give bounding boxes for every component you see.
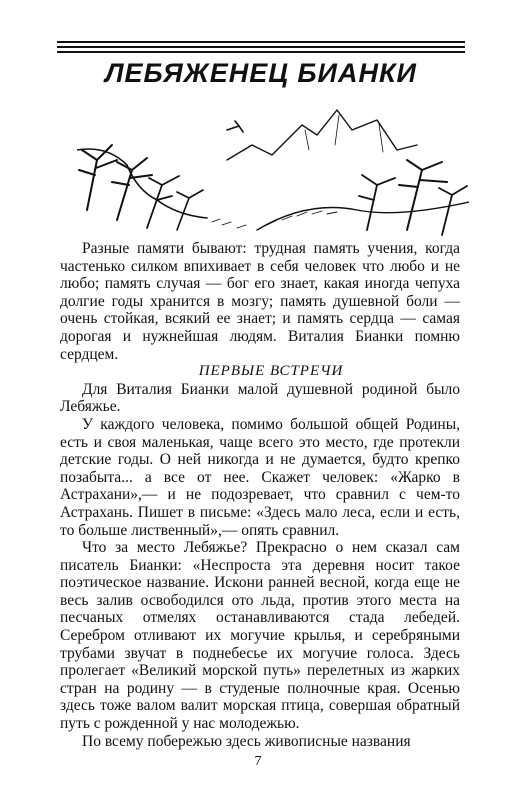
- paragraph: По всему побережью здесь живописные названия: [82, 732, 411, 750]
- chapter-title: ЛЕБЯЖЕНЕЦ БИАНКИ: [105, 58, 417, 88]
- header-rules: [57, 41, 465, 56]
- page-number: 7: [254, 754, 262, 769]
- landscape-illustration: [77, 90, 469, 240]
- paragraph: У каждого человека, помимо большой общей Родины, есть и своя маленькая, чаще всего это место, где протекли детские годы. О ней никогда и не думается, будто крепко позабыта... а все от нее. Скажет человек: «Жарко в Астрахани»,— и не подозревает, что сравнил с чем-то Астрахань. Пишет в письме: «Здесь мало леса, если и есть, то больше лиственный»,— опять сравнил.: [60, 415, 460, 539]
- paragraph: Что за место Лебяжье? Прекрасно о нем сказал сам писатель Бианки: «Неспроста эта деревня носит такое поэтическое название. Искони ранней весной, когда еще не весь залив освободился ото льда, против этого места на песчаных отмелях останавливаются стада лебедей. Серебром отливают их могучие крылья, и серебряными трубами звучат в поднебесье их могучие голоса. Здесь пролегает «Великий морской путь» перелетных из жарких стран на родину — в студеные полночные края. Осенью здесь тоже валом валит морская птица, совершая обратный путь с рожденной у нас молодежью.: [60, 539, 460, 733]
- paragraph: Для Виталия Бианки малой душевной родиной было Лебяжье.: [60, 380, 460, 416]
- intro-paragraph: Разные памяти бывают: трудная память учения, когда частенько силком впихивает в себя человек что любо и не любо; память случая — бог его знает, какая иногда чепуха долгие годы хранится в мозгу; память душевной боли — очень стойкая, всякий ее знает; и память сердца — самая дорогая и нужнейшая людям. Виталия Бианки помню сердцем.: [60, 240, 460, 363]
- page-body: [60, 240, 460, 750]
- section-heading: ПЕРВЫЕ ВСТРЕЧИ: [198, 363, 344, 380]
